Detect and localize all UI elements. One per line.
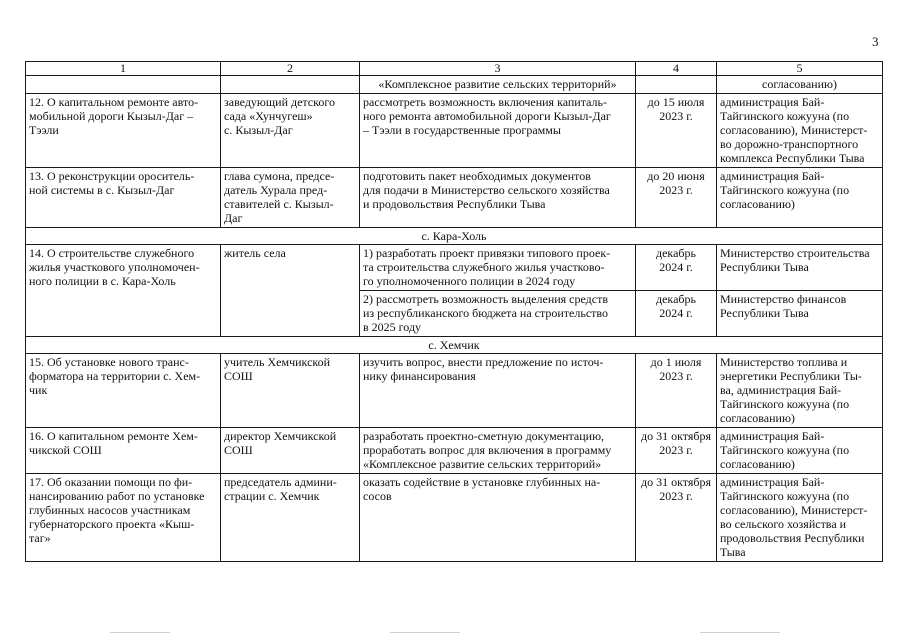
column-number: 2 — [221, 62, 360, 76]
column-number-row — [26, 62, 883, 76]
cell-initiator: председатель админи- страции с. Хемчик — [221, 474, 360, 562]
table-row — [26, 94, 883, 168]
cell-initiator: учитель Хемчикской СОШ — [221, 354, 360, 428]
continued-row — [26, 76, 883, 94]
scan-artifact — [700, 632, 780, 633]
cell-responsible: Министерство топлива и энергетики Республики Ты- ва, администрация Бай- Тайгинского кожууна (по согласованию) — [717, 354, 883, 428]
column-number: 5 — [717, 62, 883, 76]
page-number: 3 — [872, 34, 879, 49]
column-number: 4 — [636, 62, 717, 76]
section-title: с. Хемчик — [26, 337, 883, 354]
cell-initiator: житель села — [221, 245, 360, 337]
column-number: 3 — [360, 62, 636, 76]
cell-responsible: администрация Бай- Тайгинского кожууна (по согласованию) — [717, 168, 883, 228]
cell-initiator: глава сумона, предсе- датель Хурала пред- ставителей с. Кызыл- Даг — [221, 168, 360, 228]
cell-initiator: директор Хемчикской СОШ — [221, 428, 360, 474]
cell-deadline: до 20 июня 2023 г. — [636, 168, 717, 228]
cell-subject: 16. О капитальном ремонте Хем- чикской СОШ — [26, 428, 221, 474]
section-header-row — [26, 228, 883, 245]
cell-deadline: до 31 октября 2023 г. — [636, 474, 717, 562]
cell-responsible: администрация Бай- Тайгинского кожууна (по согласованию) — [717, 428, 883, 474]
cell-action: рассмотреть возможность включения капиталь- ного ремонта автомобильной дороги Кызыл-Даг – Тээли в государственные программы — [360, 94, 636, 168]
cell-deadline: декабрь 2024 г. — [636, 245, 717, 291]
table-row — [26, 474, 883, 562]
cell-subject: 17. Об оказании помощи по фи- нансированию работ по установке глубинных насосов участникам губернаторского проекта «Кыш- таг» — [26, 474, 221, 562]
cell-subject: 15. Об установке нового транс- форматора на территории с. Хем- чик — [26, 354, 221, 428]
section-title: с. Кара-Холь — [26, 228, 883, 245]
cell-subject: 14. О строительстве служебного жилья участкового уполномочен- ного полиции в с. Кара-Холь — [26, 245, 221, 337]
cell-deadline — [636, 76, 717, 94]
cell-action: разработать проектно-сметную документацию, проработать вопрос для включения в программу «Комплексное развитие сельских территорий» — [360, 428, 636, 474]
cell-deadline: до 15 июля 2023 г. — [636, 94, 717, 168]
scan-artifact — [110, 632, 170, 633]
cell-action: изучить вопрос, внести предложение по источ- нику финансирования — [360, 354, 636, 428]
cell-responsible: Министерство финансов Республики Тыва — [717, 291, 883, 337]
scan-artifact — [390, 632, 460, 633]
protocol-table — [25, 61, 883, 562]
cell-initiator — [221, 76, 360, 94]
cell-deadline: до 1 июля 2023 г. — [636, 354, 717, 428]
cell-deadline: декабрь 2024 г. — [636, 291, 717, 337]
cell-action: 2) рассмотреть возможность выделения средств из республиканского бюджета на строительство в 2025 году — [360, 291, 636, 337]
table-row — [26, 354, 883, 428]
section-header-row — [26, 337, 883, 354]
table-row — [26, 428, 883, 474]
cell-responsible: администрация Бай- Тайгинского кожууна (по согласованию), Министерст- во сельского хозяйства и продовольствия Республики Тыва — [717, 474, 883, 562]
cell-initiator: заведующий детского сада «Хунчугеш» с. Кызыл-Даг — [221, 94, 360, 168]
cell-responsible: администрация Бай- Тайгинского кожууна (по согласованию), Министерст- во дорожно-транспортного комплекса Республики Тыва — [717, 94, 883, 168]
table-row — [26, 168, 883, 228]
cell-deadline: до 31 октября 2023 г. — [636, 428, 717, 474]
cell-action: подготовить пакет необходимых документов для подачи в Министерство сельского хозяйства и продовольствия Республики Тыва — [360, 168, 636, 228]
column-number: 1 — [26, 62, 221, 76]
cell-action: оказать содействие в установке глубинных на- сосов — [360, 474, 636, 562]
table-row — [26, 245, 883, 291]
cell-responsible: Министерство строительства Республики Тыва — [717, 245, 883, 291]
cell-subject: 12. О капитальном ремонте авто- мобильной дороги Кызыл-Даг – Тээли — [26, 94, 221, 168]
cell-action: «Комплексное развитие сельских территорий» — [360, 76, 636, 94]
cell-action: 1) разработать проект привязки типового проек- та строительства служебного жилья участково- го уполномоченного полиции в 2024 году — [360, 245, 636, 291]
cell-subject: 13. О реконструкции ороситель- ной системы в с. Кызыл-Даг — [26, 168, 221, 228]
cell-subject — [26, 76, 221, 94]
cell-responsible: согласованию) — [717, 76, 883, 94]
